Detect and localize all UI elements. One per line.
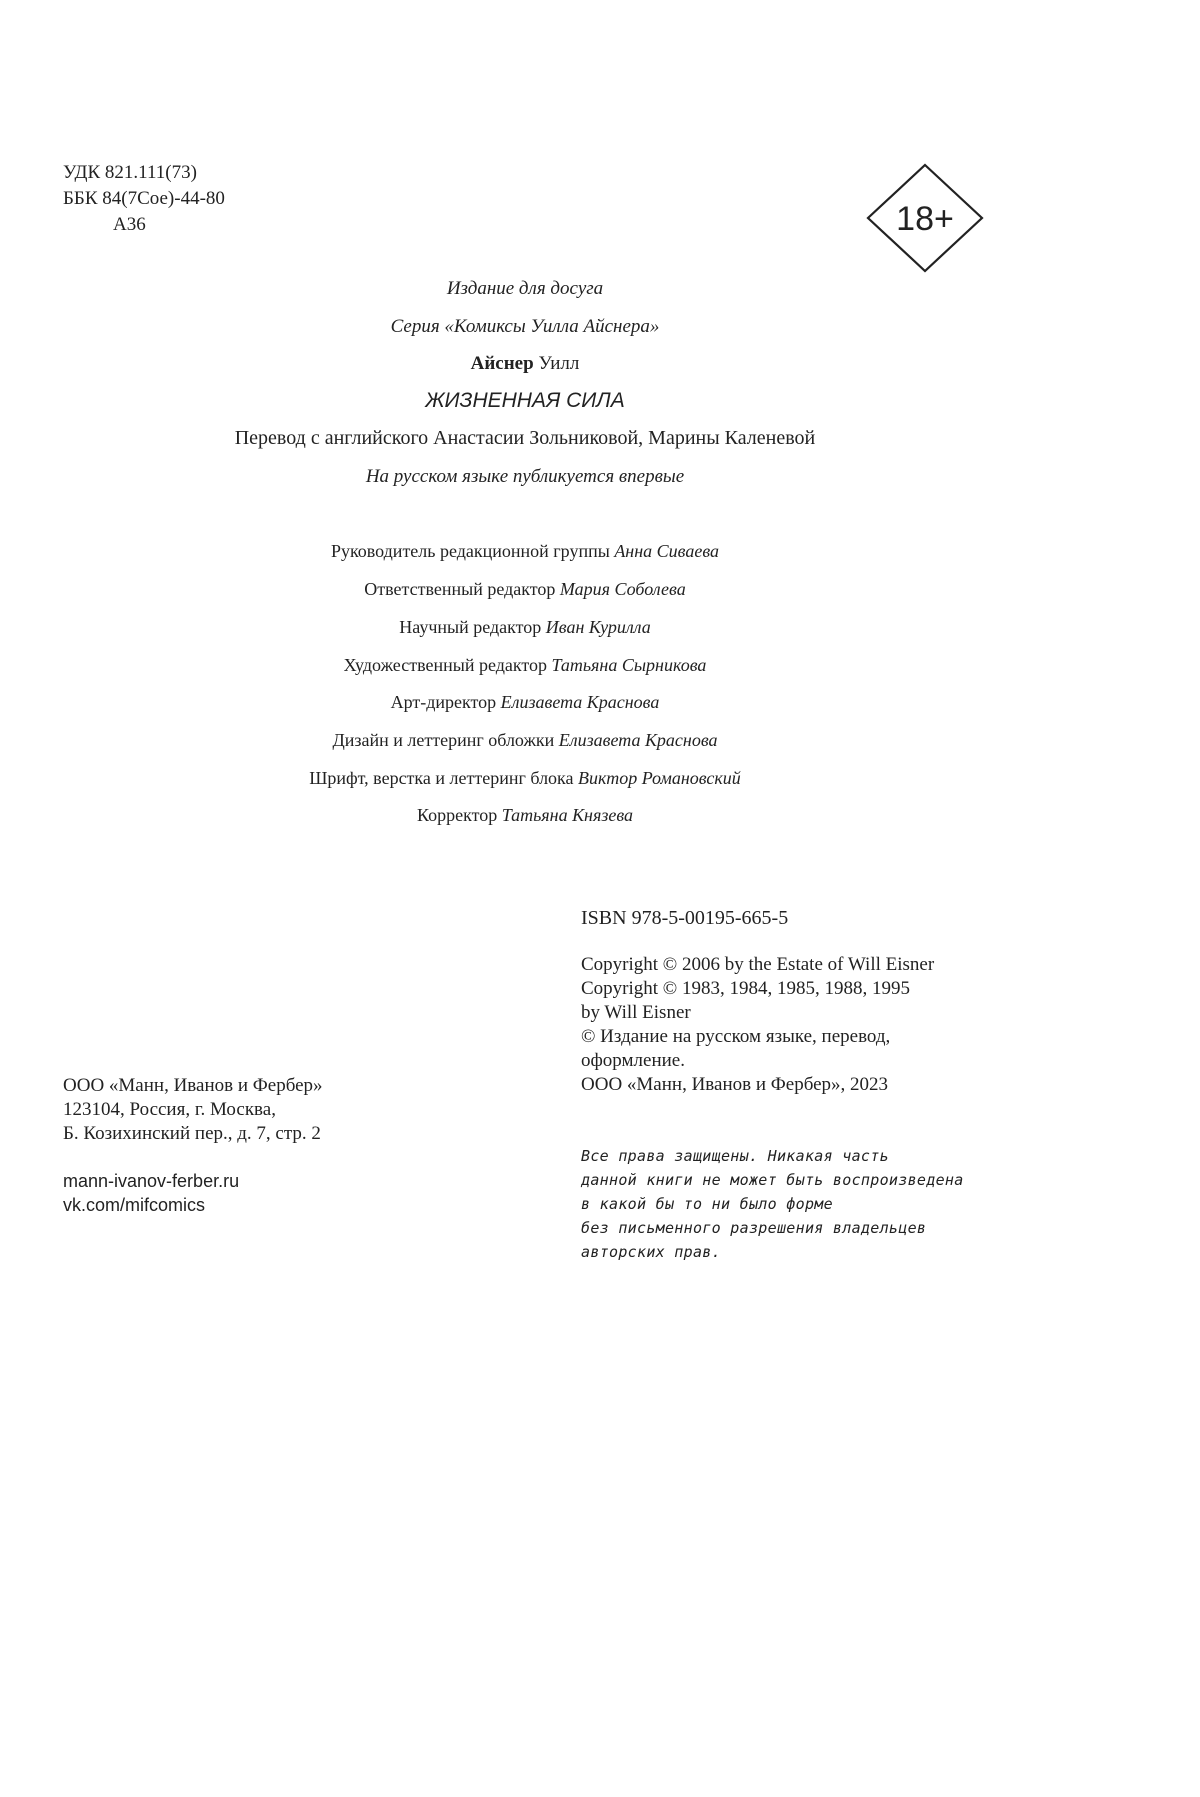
publisher-links (63, 1169, 239, 1217)
copyright-line: © Издание на русском языке, перевод, (581, 1026, 891, 1047)
credit-name: Елизавета Краснова (558, 730, 718, 750)
copyright-line: by Will Eisner (581, 1002, 691, 1023)
publisher-block (63, 1074, 323, 1146)
author-line (0, 353, 1050, 375)
copyright-line: Copyright © 1983, 1984, 1985, 1988, 1995 (581, 978, 910, 999)
edition-type: Издание для досуга (446, 278, 604, 299)
rights-notice (581, 1144, 964, 1264)
bbk-code: ББК 84(7Сое)-44-80 (63, 188, 225, 209)
isbn: ISBN 978-5-00195-665-5 (581, 907, 789, 929)
translation-credit: Перевод с английского Анастасии Зольниковой, Марины Каленевой (234, 427, 816, 449)
age-rating-text: 18+ (896, 200, 954, 238)
credit-line (0, 768, 1050, 789)
credit-name: Анна Сиваева (614, 541, 720, 561)
copyright-line: ООО «Манн, Иванов и Фербер», 2023 (581, 1074, 889, 1095)
credit-name: Мария Соболева (559, 579, 686, 599)
copyright-line: Copyright © 2006 by the Estate of Will Eisner (581, 954, 935, 975)
credit-line (0, 541, 1050, 562)
rights-line: в какой бы то ни было форме (581, 1195, 833, 1213)
credit-line (0, 692, 1050, 713)
credit-role: Корректор (416, 805, 498, 825)
credit-role: Художественный редактор (343, 655, 547, 675)
credit-role: Научный редактор (399, 617, 542, 637)
author-code: А36 (113, 214, 146, 235)
website-link[interactable]: mann-ivanov-ferber.ru (63, 1171, 240, 1191)
credit-role: Шрифт, верстка и леттеринг блока (309, 768, 574, 788)
credit-name: Виктор Романовский (578, 768, 741, 788)
credit-role: Руководитель редакционной группы (330, 541, 610, 561)
credit-role: Дизайн и леттеринг обложки (332, 730, 555, 750)
credit-line (0, 655, 1050, 676)
author-first-name: Уилл (538, 353, 580, 374)
credit-line (0, 805, 1050, 826)
publisher-address-line2: Б. Козихинский пер., д. 7, стр. 2 (63, 1123, 321, 1144)
rights-line: данной книги не может быть воспроизведена (581, 1171, 964, 1189)
credit-line (0, 579, 1050, 600)
series-name: Серия «Комиксы Уилла Айснера» (390, 316, 660, 337)
publisher-name: ООО «Манн, Иванов и Фербер» (63, 1075, 323, 1096)
age-rating-diamond-icon (866, 163, 984, 273)
book-title: ЖИЗНЕННАЯ СИЛА (425, 389, 625, 412)
credit-role: Ответственный редактор (364, 579, 556, 599)
credit-name: Елизавета Краснова (500, 692, 660, 712)
social-link[interactable]: vk.com/mifcomics (63, 1195, 206, 1215)
copyright-line: оформление. (581, 1050, 685, 1071)
copyright-block (581, 953, 934, 1097)
rights-line: Все права защищены. Никакая часть (581, 1147, 889, 1165)
age-rating-badge (866, 163, 984, 273)
credit-line (0, 617, 1050, 638)
rights-line: авторских прав. (581, 1243, 721, 1261)
publisher-address-line1: 123104, Россия, г. Москва, (63, 1099, 276, 1120)
credit-name: Татьяна Князева (501, 805, 634, 825)
udk-code: УДК 821.111(73) (63, 162, 197, 183)
first-publication-note: На русском языке публикуется впервые (365, 466, 685, 487)
credit-name: Иван Курилла (545, 617, 651, 637)
credit-role: Арт-директор (390, 692, 497, 712)
credit-line (0, 730, 1050, 751)
credit-name: Татьяна Сырникова (551, 655, 707, 675)
author-last-name: Айснер (470, 353, 534, 374)
rights-line: без письменного разрешения владельцев (581, 1219, 927, 1237)
classification-block (63, 160, 225, 238)
